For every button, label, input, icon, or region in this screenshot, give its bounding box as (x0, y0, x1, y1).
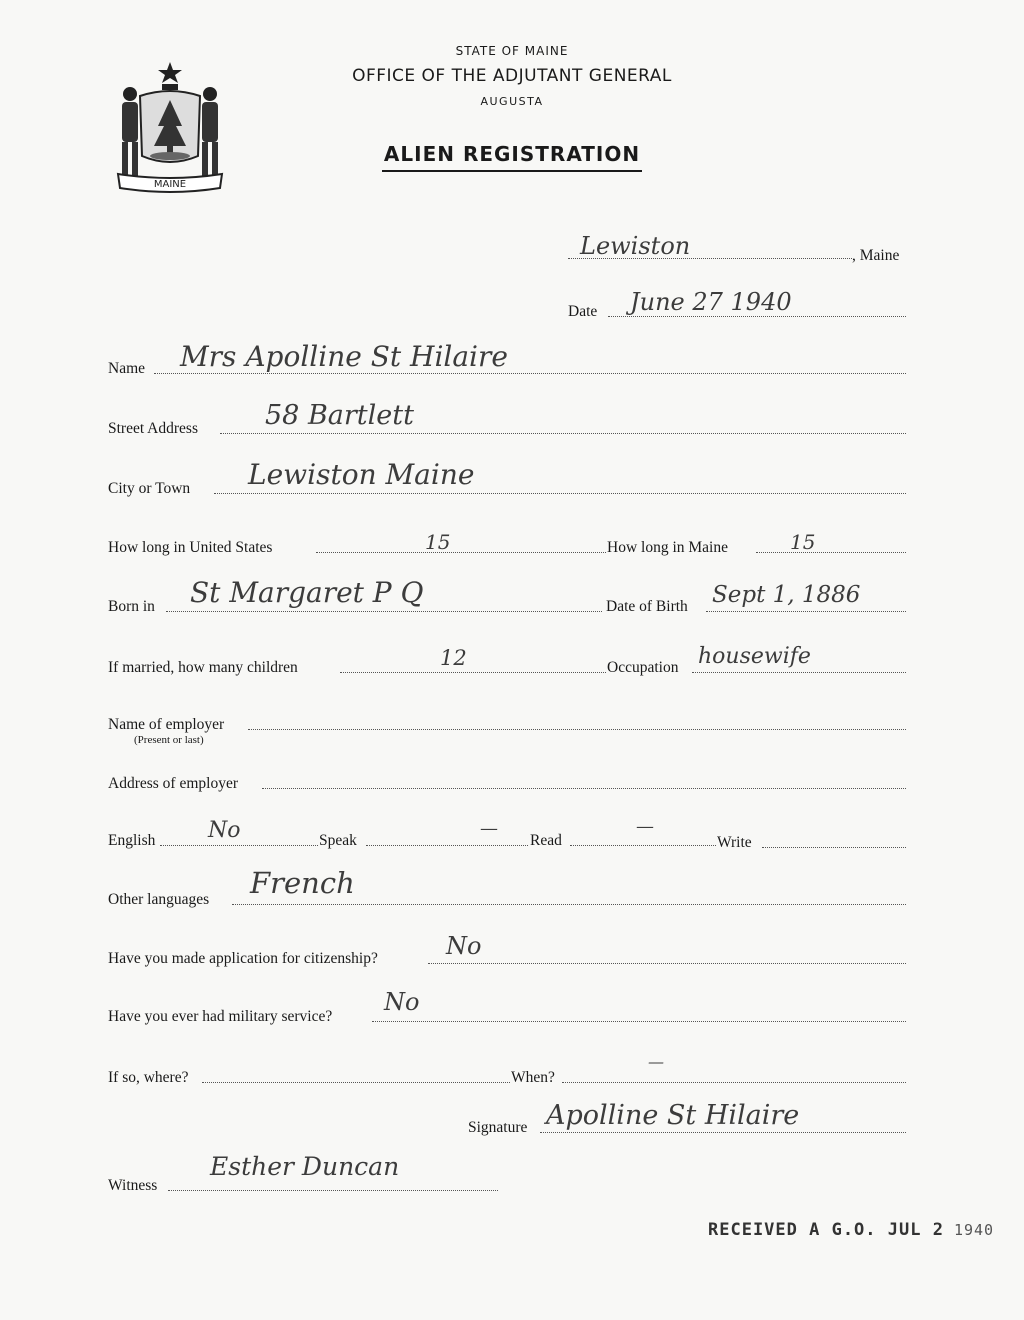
name-label: Name (108, 360, 146, 377)
other-languages-label: Other languages (108, 891, 210, 908)
english-label: English (108, 832, 156, 849)
witness-label: Witness (108, 1177, 158, 1194)
citizenship-label: Have you made application for citizenship? (108, 950, 378, 967)
how-long-maine-label: How long in Maine (607, 539, 728, 556)
read-label: Read (530, 832, 562, 849)
born-in-label: Born in (108, 598, 155, 615)
if-so-where-label: If so, where? (108, 1069, 189, 1086)
how-long-maine-value: 15 (790, 530, 816, 554)
employer-name-sublabel: (Present or last) (134, 734, 204, 746)
military-label: Have you ever had military service? (108, 1008, 333, 1025)
occupation-label: Occupation (607, 659, 679, 676)
city-or-town-value: Lewiston Maine (248, 458, 475, 491)
name-value: Mrs Apolline St Hilaire (180, 340, 508, 373)
born-in-value: St Margaret P Q (190, 576, 424, 609)
date-of-birth-value: Sept 1, 1886 (712, 582, 861, 608)
citizenship-value: No (446, 932, 482, 960)
header-state: STATE OF MAINE (455, 44, 569, 58)
when-value: — (648, 1052, 664, 1071)
write-label: Write (717, 834, 752, 851)
seal-banner: MAINE (153, 179, 187, 190)
how-long-us-label: How long in United States (108, 539, 273, 556)
other-languages-value: French (250, 866, 355, 900)
employer-name-label: Name of employer (108, 716, 225, 733)
maine-label: , Maine (852, 247, 900, 264)
date-of-birth-label: Date of Birth (606, 598, 688, 615)
street-address-label: Street Address (108, 420, 198, 437)
speak-value: — (480, 818, 498, 839)
city-or-town-label: City or Town (108, 480, 191, 497)
witness-value: Esther Duncan (210, 1152, 400, 1181)
header-city: AUGUSTA (480, 95, 544, 108)
when-label: When? (511, 1069, 555, 1086)
date-value: June 27 1940 (630, 288, 792, 316)
header-office: OFFICE OF THE ADJUTANT GENERAL (352, 66, 672, 86)
date-label: Date (568, 303, 598, 320)
how-long-us-value: 15 (425, 530, 451, 554)
street-address-value: 58 Bartlett (265, 400, 414, 431)
form-title: ALIEN REGISTRATION (0, 142, 1024, 166)
town-value: Lewiston (580, 232, 691, 260)
military-value: No (384, 988, 420, 1016)
english-value: No (208, 818, 241, 843)
occupation-value: housewife (698, 644, 811, 669)
read-value: — (636, 816, 654, 837)
received-stamp: RECEIVED A G.O. JUL 2 1940 (708, 1220, 995, 1240)
speak-label: Speak (319, 832, 357, 849)
married-children-label: If married, how many children (108, 659, 298, 676)
signature-value: Apolline St Hilaire (546, 1100, 800, 1131)
employer-address-label: Address of employer (108, 775, 238, 792)
signature-label: Signature (468, 1119, 528, 1136)
children-value: 12 (440, 646, 467, 670)
